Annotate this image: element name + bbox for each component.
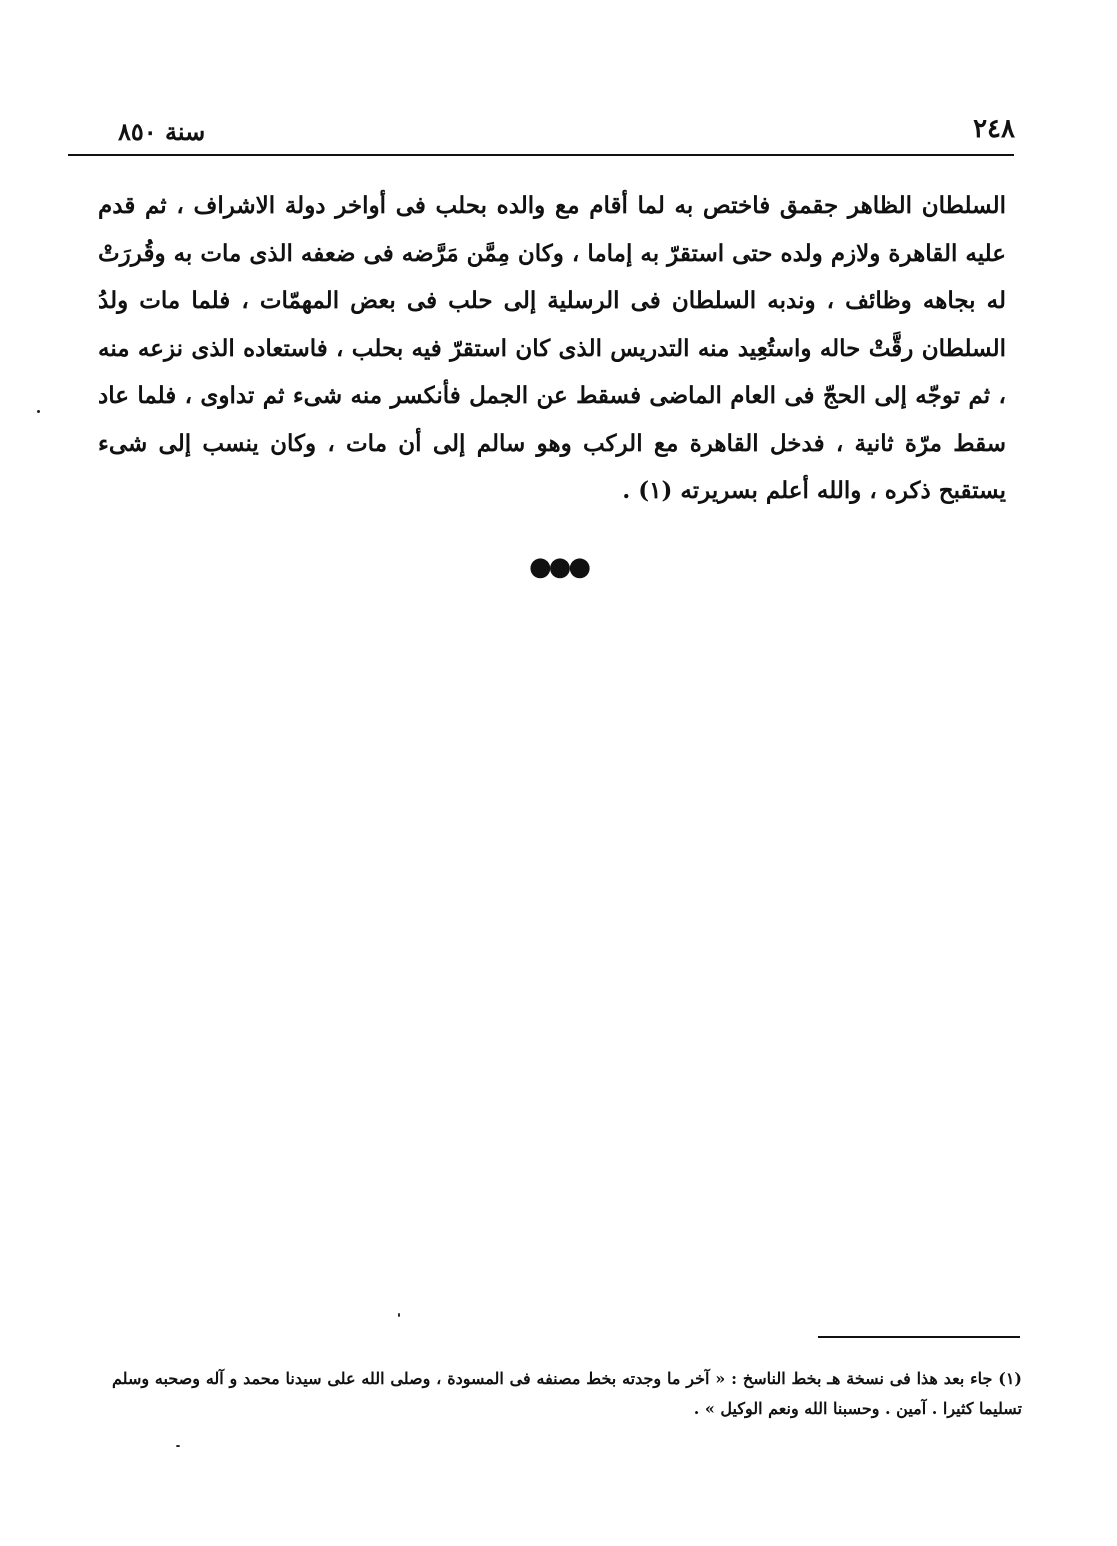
footnote-block — [112, 1364, 1022, 1424]
scan-speck — [398, 1313, 400, 1317]
scan-speck — [37, 410, 40, 413]
footnote-rule — [818, 1336, 1020, 1338]
footnote-text: (١) جاء بعد هذا فى نسخة هـ بخط الناسخ : « آخر ما وجدته بخط مصنفه فى المسودة ، وصلى الله على سيدنا محمد و آله وصحبه وسلم تسليما كثيرا . آمين . وحسبنا الله ونعم الوكيل » . — [112, 1369, 1022, 1418]
running-head-year: سنة ٨٥٠ — [118, 117, 206, 146]
page-header — [100, 108, 1015, 152]
body-paragraph: السلطان الظاهر جقمق فاختص به لما أقام مع والده بحلب فى أواخر دولة الاشراف ، ثم قدم عليه القاهرة ولازم ولده حتى استقرّ به إماما ، وكان مِمَّن مَرَّضه فى ضعفه الذى مات به وقُررَتْ له بجاهه وظائف ، وندبه السلطان فى الرسلية إلى حلب فى بعض المهمّات ، فلما مات ولدُ السلطان رقَّتْ حاله واستُعِيد منه التدريس الذى كان استقرّ فيه بحلب ، فاستعاده الذى نزعه منه ، ثم توجّه إلى الحجّ فى العام الماضى فسقط عن الجمل فأنكسر منه شىء ثم تداوى ، فلما عاد سقط مرّة ثانية ، فدخل القاهرة مع الركب وهو سالم إلى أن مات ، وكان ينسب إلى شىء يستقبح ذكره ، والله أعلم بسريرته (١) . — [98, 192, 1006, 504]
header-rule — [68, 154, 1014, 156]
section-separator: ●●● — [528, 552, 589, 582]
main-text-block — [98, 182, 1006, 515]
page-number: ٢٤٨ — [973, 114, 1015, 144]
scan-speck — [176, 1445, 180, 1447]
